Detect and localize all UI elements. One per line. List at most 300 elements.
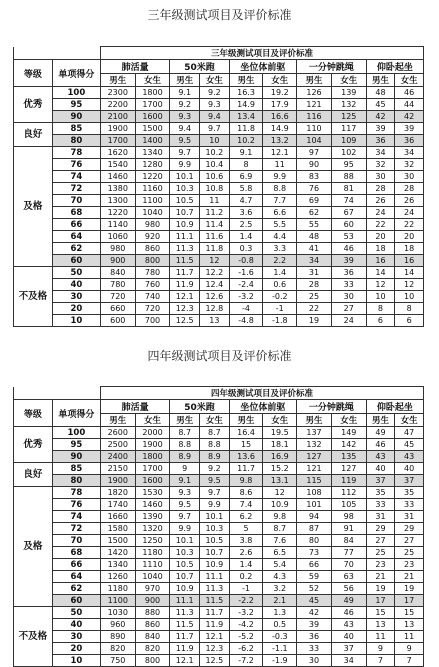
value-cell: 1.4 xyxy=(263,267,297,279)
header-male: 男生 xyxy=(229,74,263,87)
value-cell: 15 xyxy=(366,607,395,619)
score-cell: 100 xyxy=(52,427,100,439)
value-cell: 11.9 xyxy=(200,619,230,631)
table-row xyxy=(14,427,424,439)
value-cell: 12.3 xyxy=(200,643,230,655)
value-cell: 132 xyxy=(297,439,332,451)
value-cell: 740 xyxy=(135,291,170,303)
table-row xyxy=(14,583,424,595)
value-cell: 11.1 xyxy=(170,231,200,243)
table-row xyxy=(14,183,424,195)
value-cell: 22 xyxy=(297,303,332,315)
table-row xyxy=(14,439,424,451)
value-cell: 20 xyxy=(395,231,424,243)
header-sit-ups: 仰卧起坐 xyxy=(366,60,423,74)
value-cell: 9.8 xyxy=(229,475,263,487)
value-cell: 101 xyxy=(297,499,332,511)
value-cell: 11 xyxy=(366,631,395,643)
value-cell: 6.2 xyxy=(229,511,263,523)
value-cell: 600 xyxy=(100,315,135,327)
value-cell: 2000 xyxy=(135,427,170,439)
value-cell: 30 xyxy=(331,291,366,303)
value-cell: 11.5 xyxy=(170,619,200,631)
value-cell: 12 xyxy=(395,279,424,291)
value-cell: 91 xyxy=(331,523,366,535)
value-cell: 15 xyxy=(395,607,424,619)
value-cell: 6 xyxy=(366,315,395,327)
value-cell: 8.8 xyxy=(170,439,200,451)
score-cell: 95 xyxy=(52,99,100,111)
header-female: 女生 xyxy=(200,74,230,87)
value-cell: -0.2 xyxy=(263,291,297,303)
value-cell: 10.1 xyxy=(170,535,200,547)
value-cell: -2.2 xyxy=(229,595,263,607)
header-grade: 等级 xyxy=(14,60,53,87)
score-cell: 10 xyxy=(52,315,100,327)
value-cell: 9 xyxy=(366,643,395,655)
table-row xyxy=(14,99,424,111)
value-cell: 1580 xyxy=(100,523,135,535)
value-cell: 142 xyxy=(331,439,366,451)
value-cell: 780 xyxy=(135,267,170,279)
value-cell: 32 xyxy=(395,159,424,171)
value-cell: 25 xyxy=(366,547,395,559)
header-sit-ups: 仰卧起坐 xyxy=(366,400,423,414)
value-cell: 1700 xyxy=(100,135,135,147)
value-cell: 2.6 xyxy=(229,547,263,559)
value-cell: 33 xyxy=(366,499,395,511)
value-cell: 8.9 xyxy=(200,451,230,463)
value-cell: 1900 xyxy=(100,123,135,135)
value-cell: 1140 xyxy=(100,219,135,231)
value-cell: 69 xyxy=(297,195,332,207)
value-cell: 40 xyxy=(395,463,424,475)
value-cell: 27 xyxy=(395,535,424,547)
value-cell: 0.6 xyxy=(263,279,297,291)
value-cell: 9.5 xyxy=(170,499,200,511)
value-cell: 74 xyxy=(331,195,366,207)
value-cell: 12.1 xyxy=(263,147,297,159)
table-row xyxy=(14,195,424,207)
table-row xyxy=(14,267,424,279)
value-cell: 9.1 xyxy=(229,147,263,159)
value-cell: -1.1 xyxy=(263,643,297,655)
value-cell: 6.5 xyxy=(263,547,297,559)
value-cell: 1280 xyxy=(135,159,170,171)
score-cell: 10 xyxy=(52,655,100,667)
value-cell: 0.2 xyxy=(229,571,263,583)
value-cell: 11.1 xyxy=(170,595,200,607)
grade-label: 及格 xyxy=(14,147,53,267)
value-cell: 10.7 xyxy=(170,571,200,583)
value-cell: 40 xyxy=(331,631,366,643)
value-cell: 14.9 xyxy=(263,123,297,135)
value-cell: 35 xyxy=(366,487,395,499)
value-cell: 10.1 xyxy=(170,171,200,183)
value-cell: 1460 xyxy=(100,171,135,183)
value-cell: 10.2 xyxy=(229,135,263,147)
value-cell: 94 xyxy=(297,511,332,523)
grade-label: 不及格 xyxy=(14,267,53,327)
header-female: 女生 xyxy=(263,74,297,87)
value-cell: 1500 xyxy=(135,123,170,135)
grade-label: 及格 xyxy=(14,487,53,607)
header-male: 男生 xyxy=(170,74,200,87)
grade-label: 不及格 xyxy=(14,607,53,667)
value-cell: 7.4 xyxy=(229,499,263,511)
value-cell: 1900 xyxy=(135,439,170,451)
value-cell: -3.2 xyxy=(229,607,263,619)
value-cell: 10.4 xyxy=(200,159,230,171)
value-cell: 28 xyxy=(366,183,395,195)
value-cell: 1460 xyxy=(135,499,170,511)
value-cell: 2500 xyxy=(100,439,135,451)
value-cell: 6.6 xyxy=(263,207,297,219)
value-cell: 3.6 xyxy=(229,207,263,219)
table-row xyxy=(14,87,424,99)
table-row xyxy=(14,463,424,475)
value-cell: 63 xyxy=(331,571,366,583)
header-grade: 等级 xyxy=(14,400,53,427)
value-cell: 11.5 xyxy=(170,255,200,267)
value-cell: 12.5 xyxy=(200,655,230,667)
value-cell: 33 xyxy=(297,643,332,655)
value-cell: 1180 xyxy=(100,583,135,595)
value-cell: 23 xyxy=(366,559,395,571)
table-row xyxy=(14,315,424,327)
score-cell: 60 xyxy=(52,255,100,267)
header-female: 女生 xyxy=(263,414,297,427)
header-50m-run: 50米跑 xyxy=(170,400,229,414)
value-cell: 9.2 xyxy=(170,99,200,111)
table-row xyxy=(14,535,424,547)
value-cell: 36 xyxy=(395,135,424,147)
value-cell: 18.1 xyxy=(263,439,297,451)
value-cell: 6.9 xyxy=(229,171,263,183)
score-cell: 30 xyxy=(52,291,100,303)
value-cell: 109 xyxy=(331,135,366,147)
value-cell: 960 xyxy=(100,619,135,631)
value-cell: 48 xyxy=(297,231,332,243)
value-cell: 11.7 xyxy=(170,631,200,643)
value-cell: 2.2 xyxy=(263,255,297,267)
grade-label: 优秀 xyxy=(14,87,53,123)
value-cell: 9.3 xyxy=(170,487,200,499)
value-cell: 12 xyxy=(200,255,230,267)
value-cell: 1820 xyxy=(100,487,135,499)
value-cell: 149 xyxy=(331,427,366,439)
value-cell: -5.2 xyxy=(229,631,263,643)
value-cell: 95 xyxy=(331,159,366,171)
value-cell: 33 xyxy=(331,279,366,291)
value-cell: 56 xyxy=(331,583,366,595)
score-cell: 50 xyxy=(52,267,100,279)
value-cell: 102 xyxy=(331,147,366,159)
score-cell: 85 xyxy=(52,123,100,135)
value-cell: 0.5 xyxy=(263,619,297,631)
value-cell: 9.2 xyxy=(200,87,230,99)
header-male: 男生 xyxy=(170,414,200,427)
table-row xyxy=(14,643,424,655)
score-cell: 72 xyxy=(52,523,100,535)
value-cell: 1740 xyxy=(100,499,135,511)
value-cell: 37 xyxy=(366,475,395,487)
value-cell: 77 xyxy=(331,547,366,559)
score-cell: 72 xyxy=(52,183,100,195)
value-cell: 880 xyxy=(135,607,170,619)
value-cell: 42 xyxy=(297,607,332,619)
value-cell: 10.6 xyxy=(200,171,230,183)
value-cell: 42 xyxy=(395,111,424,123)
grade3-score-table xyxy=(13,46,424,327)
score-cell: 74 xyxy=(52,171,100,183)
value-cell: 12 xyxy=(366,279,395,291)
value-cell: 9.9 xyxy=(170,523,200,535)
value-cell: 90 xyxy=(297,159,332,171)
value-cell: 14.9 xyxy=(229,99,263,111)
value-cell: 5 xyxy=(229,523,263,535)
header-score: 单项得分 xyxy=(52,60,100,87)
value-cell: 820 xyxy=(135,643,170,655)
value-cell: 10 xyxy=(395,291,424,303)
value-cell: 116 xyxy=(297,111,332,123)
value-cell: 2200 xyxy=(100,99,135,111)
value-cell: 1600 xyxy=(135,111,170,123)
value-cell: 10.5 xyxy=(170,559,200,571)
value-cell: 9.1 xyxy=(170,475,200,487)
value-cell: 1530 xyxy=(135,487,170,499)
header-male: 男生 xyxy=(297,414,332,427)
value-cell: 1340 xyxy=(135,147,170,159)
value-cell: 97 xyxy=(297,147,332,159)
value-cell: 55 xyxy=(297,219,332,231)
value-cell: 1700 xyxy=(135,99,170,111)
value-cell: 7 xyxy=(366,655,395,667)
value-cell: 34 xyxy=(331,655,366,667)
value-cell: 24 xyxy=(395,207,424,219)
value-cell: 1600 xyxy=(135,475,170,487)
score-cell: 60 xyxy=(52,595,100,607)
table-row xyxy=(14,559,424,571)
header-male: 男生 xyxy=(366,74,395,87)
header-male: 男生 xyxy=(229,414,263,427)
header-male: 男生 xyxy=(100,414,135,427)
value-cell: 8.9 xyxy=(170,451,200,463)
value-cell: 10.1 xyxy=(200,511,230,523)
value-cell: 720 xyxy=(135,303,170,315)
value-cell: 11.7 xyxy=(170,267,200,279)
value-cell: 4.7 xyxy=(229,195,263,207)
value-cell: 970 xyxy=(135,583,170,595)
grade-label: 良好 xyxy=(14,463,53,487)
value-cell: 10 xyxy=(366,291,395,303)
header-female: 女生 xyxy=(331,414,366,427)
table-row xyxy=(14,279,424,291)
value-cell: 108 xyxy=(297,487,332,499)
value-cell: -7.2 xyxy=(229,655,263,667)
value-cell: 25 xyxy=(297,291,332,303)
value-cell: 11.7 xyxy=(229,463,263,475)
value-cell: 9.1 xyxy=(170,87,200,99)
score-cell: 76 xyxy=(52,159,100,171)
value-cell: 12.5 xyxy=(170,315,200,327)
value-cell: 39 xyxy=(366,123,395,135)
value-cell: 5.8 xyxy=(229,183,263,195)
value-cell: 67 xyxy=(331,207,366,219)
score-cell: 30 xyxy=(52,631,100,643)
table-row xyxy=(14,655,424,667)
score-cell: 40 xyxy=(52,279,100,291)
value-cell: 14 xyxy=(366,267,395,279)
value-cell: 59 xyxy=(297,571,332,583)
value-cell: 9.7 xyxy=(200,487,230,499)
value-cell: 10.5 xyxy=(170,195,200,207)
value-cell: -1.6 xyxy=(229,267,263,279)
value-cell: -1.9 xyxy=(263,655,297,667)
caption-spacer xyxy=(14,47,101,60)
grade-label: 良好 xyxy=(14,123,53,147)
value-cell: 1110 xyxy=(135,559,170,571)
value-cell: 1.4 xyxy=(229,559,263,571)
value-cell: 19 xyxy=(297,315,332,327)
value-cell: 16 xyxy=(366,255,395,267)
value-cell: 45 xyxy=(297,595,332,607)
value-cell: 35 xyxy=(395,487,424,499)
value-cell: 9.7 xyxy=(170,511,200,523)
value-cell: 1420 xyxy=(100,547,135,559)
value-cell: 1400 xyxy=(135,135,170,147)
value-cell: 12.8 xyxy=(200,303,230,315)
value-cell: 12.3 xyxy=(170,303,200,315)
table-row xyxy=(14,547,424,559)
header-50m-run: 50米跑 xyxy=(170,60,229,74)
score-cell: 62 xyxy=(52,583,100,595)
value-cell: 41 xyxy=(297,243,332,255)
value-cell: 10.8 xyxy=(200,183,230,195)
value-cell: 12.1 xyxy=(170,291,200,303)
grade3-page-title: 三年级测试项目及评价标准 xyxy=(147,8,292,22)
value-cell: 13 xyxy=(395,619,424,631)
value-cell: 1220 xyxy=(100,207,135,219)
value-cell: 119 xyxy=(331,475,366,487)
value-cell: 1700 xyxy=(135,463,170,475)
value-cell: 36 xyxy=(331,267,366,279)
value-cell: 1620 xyxy=(100,147,135,159)
table-row xyxy=(14,135,424,147)
value-cell: 1220 xyxy=(135,171,170,183)
value-cell: 11.9 xyxy=(170,643,200,655)
value-cell: 73 xyxy=(297,547,332,559)
value-cell: 11.8 xyxy=(200,243,230,255)
value-cell: 88 xyxy=(331,171,366,183)
value-cell: 1.3 xyxy=(263,607,297,619)
value-cell: 1340 xyxy=(100,559,135,571)
value-cell: 46 xyxy=(395,87,424,99)
value-cell: 13 xyxy=(366,619,395,631)
value-cell: 10.7 xyxy=(200,547,230,559)
header-male: 男生 xyxy=(100,74,135,87)
value-cell: 11 xyxy=(395,631,424,643)
value-cell: 23 xyxy=(395,559,424,571)
value-cell: 8 xyxy=(229,159,263,171)
value-cell: 660 xyxy=(100,303,135,315)
value-cell: 1160 xyxy=(135,183,170,195)
value-cell: 49 xyxy=(366,427,395,439)
value-cell: 28 xyxy=(297,279,332,291)
header-lung-capacity: 肺活量 xyxy=(100,400,170,414)
value-cell: 87 xyxy=(297,523,332,535)
value-cell: 980 xyxy=(100,243,135,255)
value-cell: 42 xyxy=(366,111,395,123)
value-cell: 2150 xyxy=(100,463,135,475)
value-cell: 1900 xyxy=(100,475,135,487)
value-cell: 11.5 xyxy=(200,595,230,607)
value-cell: 11 xyxy=(263,159,297,171)
table-row xyxy=(14,487,424,499)
value-cell: 17.9 xyxy=(263,99,297,111)
value-cell: 127 xyxy=(331,463,366,475)
value-cell: 5.5 xyxy=(263,219,297,231)
value-cell: 890 xyxy=(100,631,135,643)
score-cell: 100 xyxy=(52,87,100,99)
value-cell: 39 xyxy=(331,255,366,267)
value-cell: 18 xyxy=(366,243,395,255)
value-cell: 22 xyxy=(395,219,424,231)
value-cell: 15 xyxy=(229,439,263,451)
value-cell: 21 xyxy=(395,571,424,583)
value-cell: 9.8 xyxy=(263,511,297,523)
value-cell: 22 xyxy=(366,219,395,231)
value-cell: 9.5 xyxy=(170,135,200,147)
value-cell: 31 xyxy=(395,511,424,523)
score-cell: 70 xyxy=(52,195,100,207)
header-sit-and-reach: 坐位体前驱 xyxy=(229,60,296,74)
header-rope-skipping: 一分钟跳绳 xyxy=(297,60,367,74)
value-cell: 104 xyxy=(297,135,332,147)
value-cell: 30 xyxy=(297,655,332,667)
value-cell: 10.2 xyxy=(200,147,230,159)
value-cell: 7.6 xyxy=(263,535,297,547)
value-cell: 52 xyxy=(297,583,332,595)
table-row xyxy=(14,291,424,303)
value-cell: 9.4 xyxy=(170,123,200,135)
value-cell: 2.1 xyxy=(263,595,297,607)
value-cell: 8.7 xyxy=(170,427,200,439)
value-cell: 1040 xyxy=(135,571,170,583)
value-cell: 12.6 xyxy=(200,291,230,303)
value-cell: 1380 xyxy=(100,183,135,195)
value-cell: 13.1 xyxy=(263,475,297,487)
value-cell: 12.1 xyxy=(170,655,200,667)
score-cell: 70 xyxy=(52,535,100,547)
value-cell: 45 xyxy=(366,99,395,111)
value-cell: 2300 xyxy=(100,87,135,99)
grade4-page-title: 四年级测试项目及评价标准 xyxy=(147,349,292,363)
table-row xyxy=(14,595,424,607)
value-cell: 8.6 xyxy=(229,487,263,499)
value-cell: 1100 xyxy=(100,595,135,607)
value-cell: 26 xyxy=(395,195,424,207)
value-cell: 48 xyxy=(366,87,395,99)
value-cell: 11.3 xyxy=(200,583,230,595)
header-female: 女生 xyxy=(200,414,230,427)
value-cell: 46 xyxy=(331,243,366,255)
table-caption: 四年级测试项目及评价标准 xyxy=(100,387,423,400)
value-cell: 11.3 xyxy=(170,243,200,255)
header-male: 男生 xyxy=(297,74,332,87)
value-cell: 1060 xyxy=(100,231,135,243)
value-cell: 700 xyxy=(135,315,170,327)
